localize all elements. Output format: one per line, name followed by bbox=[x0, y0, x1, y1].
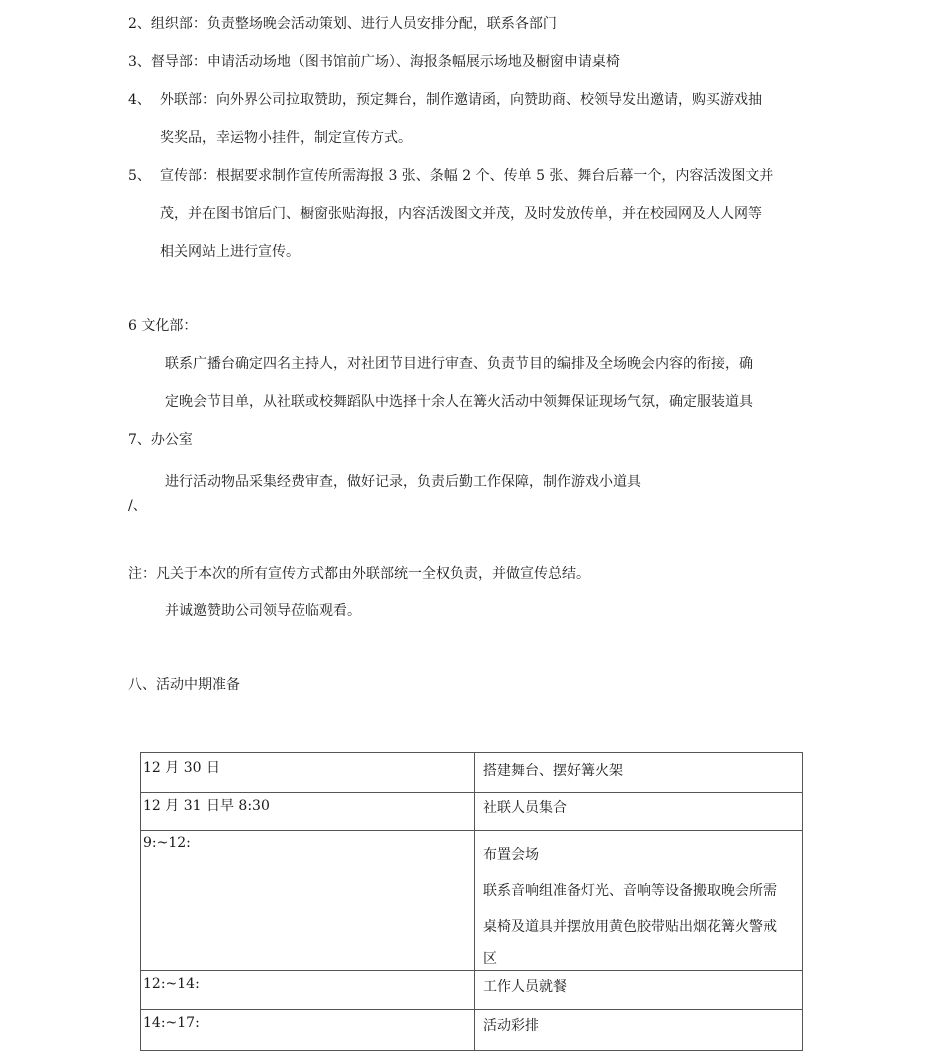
paragraph-culture-dept-line1: 联系广播台确定四名主持人，对社团节目进行审查、负责节目的编排及全场晚会内容的衔接，确 bbox=[165, 356, 753, 372]
table-row bbox=[141, 971, 803, 1010]
section-heading-mid-prep: 八、活动中期准备 bbox=[128, 677, 240, 693]
paragraph-supervision-dept: 3、督导部：申请活动场地（图书馆前广场）、海报条幅展示场地及橱窗申请桌椅 bbox=[128, 54, 620, 70]
table-cell-time: 14:~17: bbox=[141, 1010, 475, 1051]
table-cell-task: 活动彩排 bbox=[475, 1010, 803, 1051]
table-cell-task: 社联人员集合 bbox=[475, 793, 803, 831]
list-number-4: 4、 bbox=[128, 92, 151, 108]
task-line: 区 bbox=[483, 951, 497, 967]
table-cell-time: 12 月 30 日 bbox=[141, 753, 475, 793]
table-cell-task: 工作人员就餐 bbox=[475, 971, 803, 1010]
paragraph-external-dept-line1: 外联部：向外界公司拉取赞助，预定舞台，制作邀请函，向赞助商、校领导发出邀请，购买游戏抽 bbox=[160, 92, 762, 108]
stray-mark: /、 bbox=[128, 498, 147, 514]
task-line: 桌椅及道具并摆放用黄色胶带贴出烟花篝火警戒 bbox=[483, 919, 777, 935]
table-cell-time: 9:~12: bbox=[141, 831, 475, 971]
paragraph-publicity-dept-line3: 相关网站上进行宣传。 bbox=[160, 244, 300, 260]
table-cell-task: 搭建舞台、摆好篝火架 bbox=[475, 753, 803, 793]
heading-office: 7、办公室 bbox=[128, 432, 193, 448]
table-row bbox=[141, 793, 803, 831]
paragraph-office-line1: 进行活动物品采集经费审查，做好记录，负责后勤工作保障，制作游戏小道具 bbox=[165, 474, 641, 490]
paragraph-organization-dept: 2、组织部：负责整场晚会活动策划、进行人员安排分配，联系各部门 bbox=[128, 16, 557, 32]
heading-culture-dept: 6 文化部： bbox=[128, 318, 198, 334]
task-line: 布置会场 bbox=[483, 847, 539, 863]
paragraph-publicity-dept-line2: 茂，并在图书馆后门、橱窗张贴海报，内容活泼图文并茂，及时发放传单，并在校园网及人人网等 bbox=[160, 206, 762, 222]
table-cell-time: 12 月 31 日早 8:30 bbox=[141, 793, 475, 831]
note-line2: 并诚邀赞助公司领导莅临观看。 bbox=[165, 603, 361, 619]
table-row bbox=[141, 1010, 803, 1051]
paragraph-external-dept-line2: 奖奖品，幸运物小挂件，制定宣传方式。 bbox=[160, 130, 412, 146]
table-cell-task bbox=[475, 831, 803, 971]
note-line1: 注：凡关于本次的所有宣传方式都由外联部统一全权负责，并做宣传总结。 bbox=[128, 566, 590, 582]
paragraph-publicity-dept-line1: 宣传部：根据要求制作宣传所需海报 3 张、条幅 2 个、传单 5 张、舞台后幕一个，内容活泼图文并 bbox=[160, 168, 774, 184]
paragraph-culture-dept-line2: 定晚会节目单，从社联或校舞蹈队中选择十余人在篝火活动中领舞保证现场气氛，确定服装道具 bbox=[165, 394, 753, 410]
table-cell-time: 12:~14: bbox=[141, 971, 475, 1010]
table-row bbox=[141, 831, 803, 971]
table-row bbox=[141, 753, 803, 793]
list-number-5: 5、 bbox=[128, 168, 151, 184]
task-line: 联系音响组准备灯光、音响等设备搬取晚会所需 bbox=[483, 883, 777, 899]
schedule-table bbox=[140, 752, 803, 1051]
